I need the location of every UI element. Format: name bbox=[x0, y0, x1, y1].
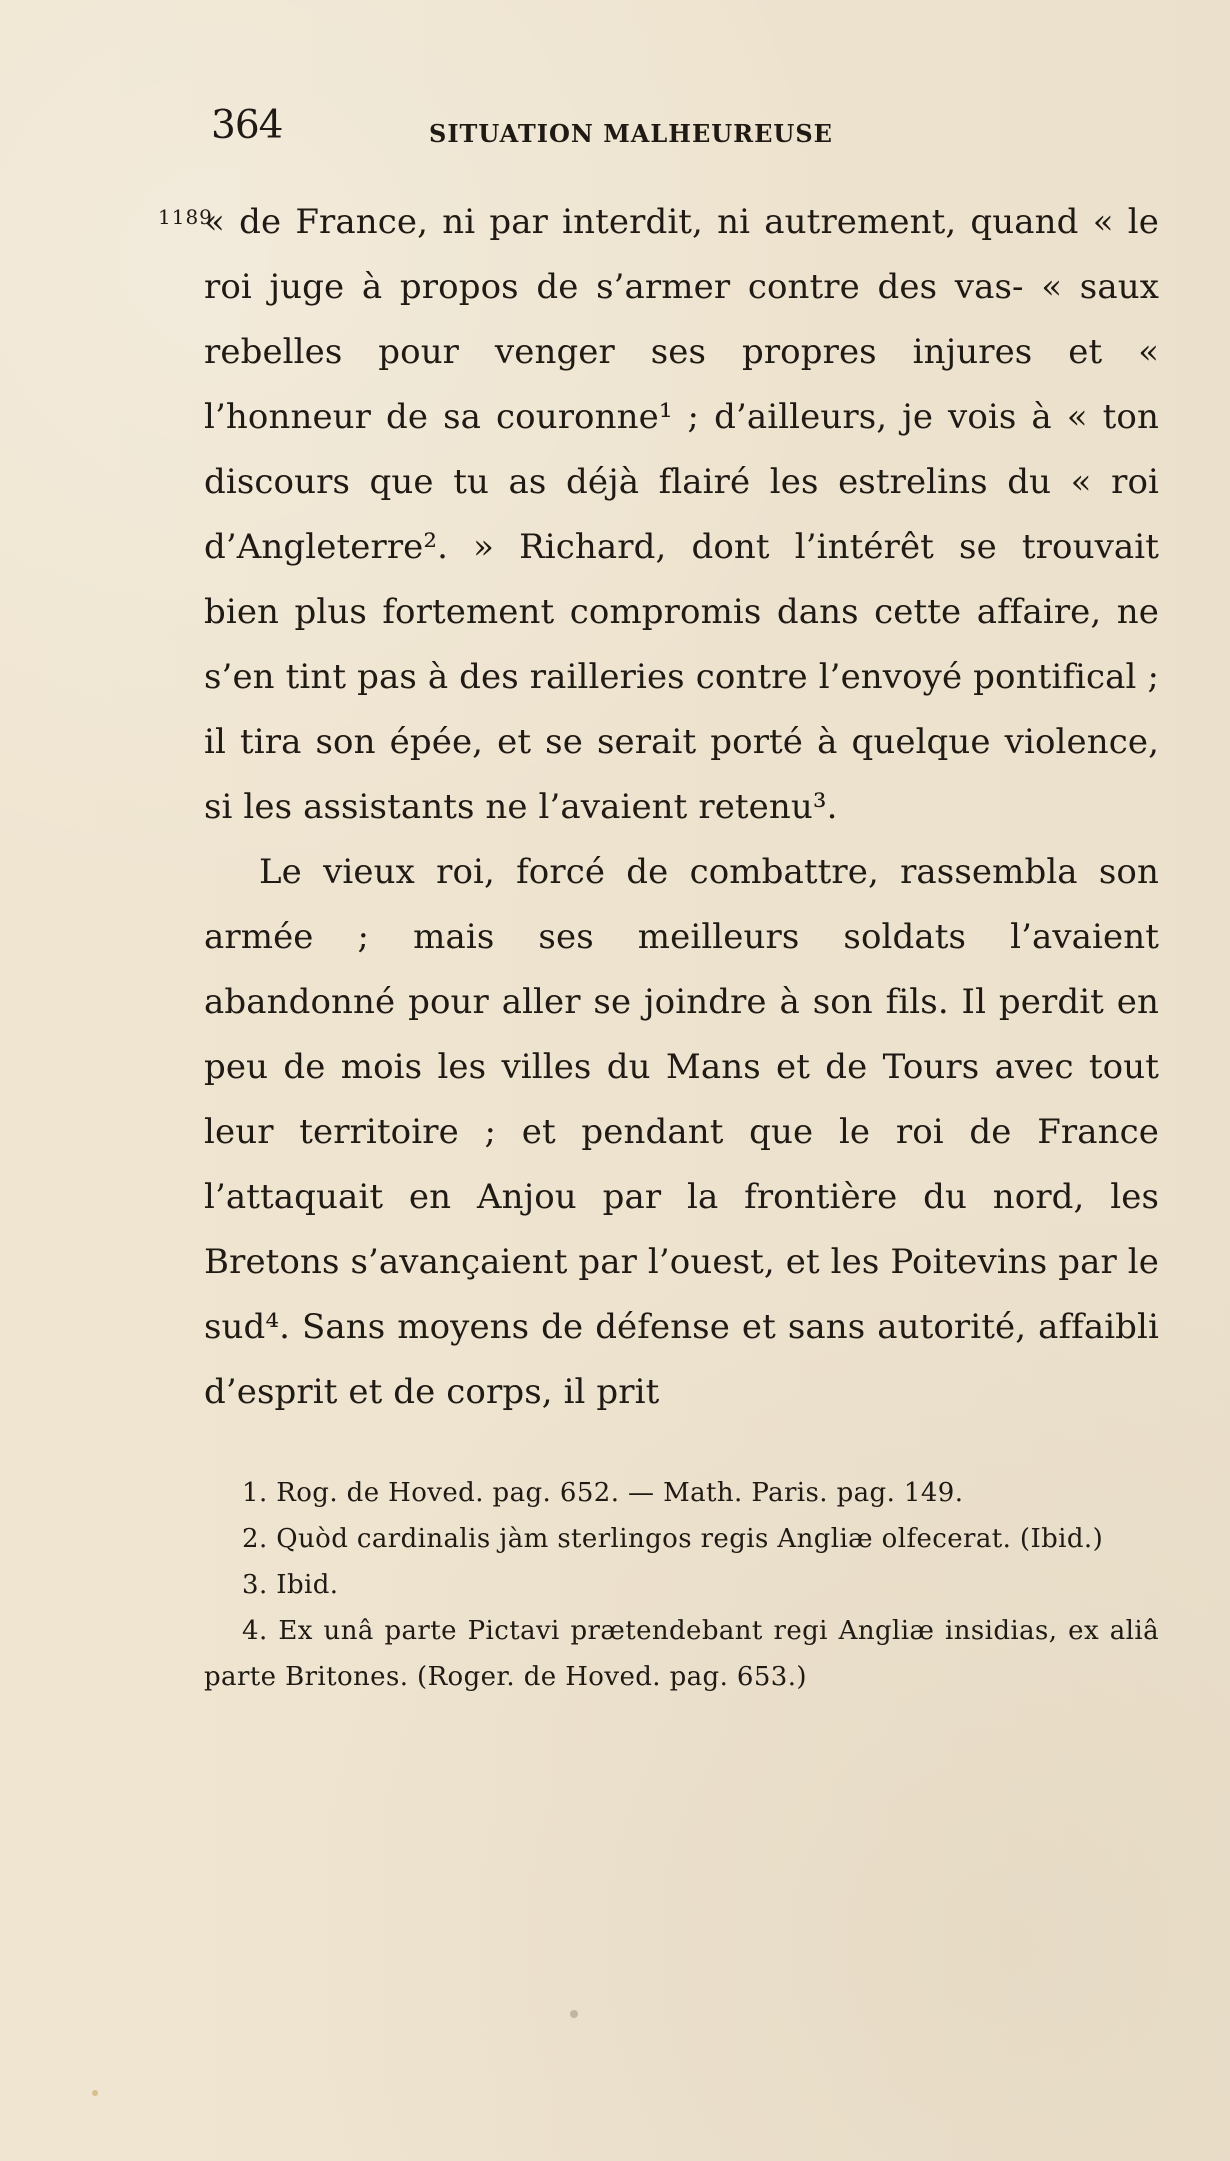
running-head: SITUATION MALHEUREUSE bbox=[429, 119, 833, 148]
footnote-1-text: Rog. de Hoved. pag. 652. — Math. Paris. pag. 149. bbox=[276, 1478, 964, 1508]
footnotes-section bbox=[204, 1470, 1159, 1700]
footnote-2-label: 2. bbox=[242, 1524, 268, 1554]
margin-year: 1189. bbox=[158, 205, 221, 229]
paper-spot bbox=[570, 2010, 578, 2018]
page-header bbox=[211, 103, 1070, 153]
main-paragraph-2: Le vieux roi, forcé de combattre, rassembla son armée ; mais ses meilleurs soldats l’avaient abandonné pour aller se joindre à son fils. Il perdit en peu de mois les villes du Mans et de Tours avec tout leur territoire ; et pendant que le roi de France l’attaquait en Anjou par la frontière du nord, les Bretons s’avançaient par l’ouest, et les Poitevins par le sud⁴. Sans moyens de défense et sans autorité, affaibli d’esprit et de corps, il prit bbox=[204, 852, 1159, 1412]
footnote-2-text: Quòd cardinalis jàm sterlingos regis Angliæ olfecerat. (Ibid.) bbox=[276, 1524, 1104, 1554]
footnote-3-text: Ibid. bbox=[276, 1570, 339, 1600]
main-text bbox=[204, 190, 1159, 1425]
footnote-2 bbox=[204, 1516, 1159, 1562]
page-number: 364 bbox=[211, 103, 283, 148]
footnote-1-label: 1. bbox=[242, 1478, 268, 1508]
footnote-3-label: 3. bbox=[242, 1570, 268, 1600]
footnote-4 bbox=[204, 1608, 1159, 1700]
footnote-4-text: Ex unâ parte Pictavi prætendebant regi Angliæ insidias, ex aliâ parte Britones. (Roger. de Hoved. pag. 653.) bbox=[204, 1616, 1159, 1692]
footnote-1 bbox=[204, 1470, 1159, 1516]
footnote-4-label: 4. bbox=[242, 1616, 268, 1646]
paper-stain bbox=[92, 2090, 98, 2096]
footnote-3 bbox=[204, 1562, 1159, 1608]
main-paragraph-1: « de France, ni par interdit, ni autrement, quand « le roi juge à propos de s’armer contre des vas- « saux rebelles pour venger ses propres injures et « l’honneur de sa couronne¹ ; d’ailleurs, je vois à « ton discours que tu as déjà flairé les estrelins du « roi d’Angleterre². » Richard, dont l’intérêt se trouvait bien plus fortement compromis dans cette affaire, ne s’en tint pas à des railleries contre l’envoyé pontifical ; il tira son épée, et se serait porté à quelque violence, si les assistants ne l’avaient retenu³. bbox=[204, 202, 1159, 827]
